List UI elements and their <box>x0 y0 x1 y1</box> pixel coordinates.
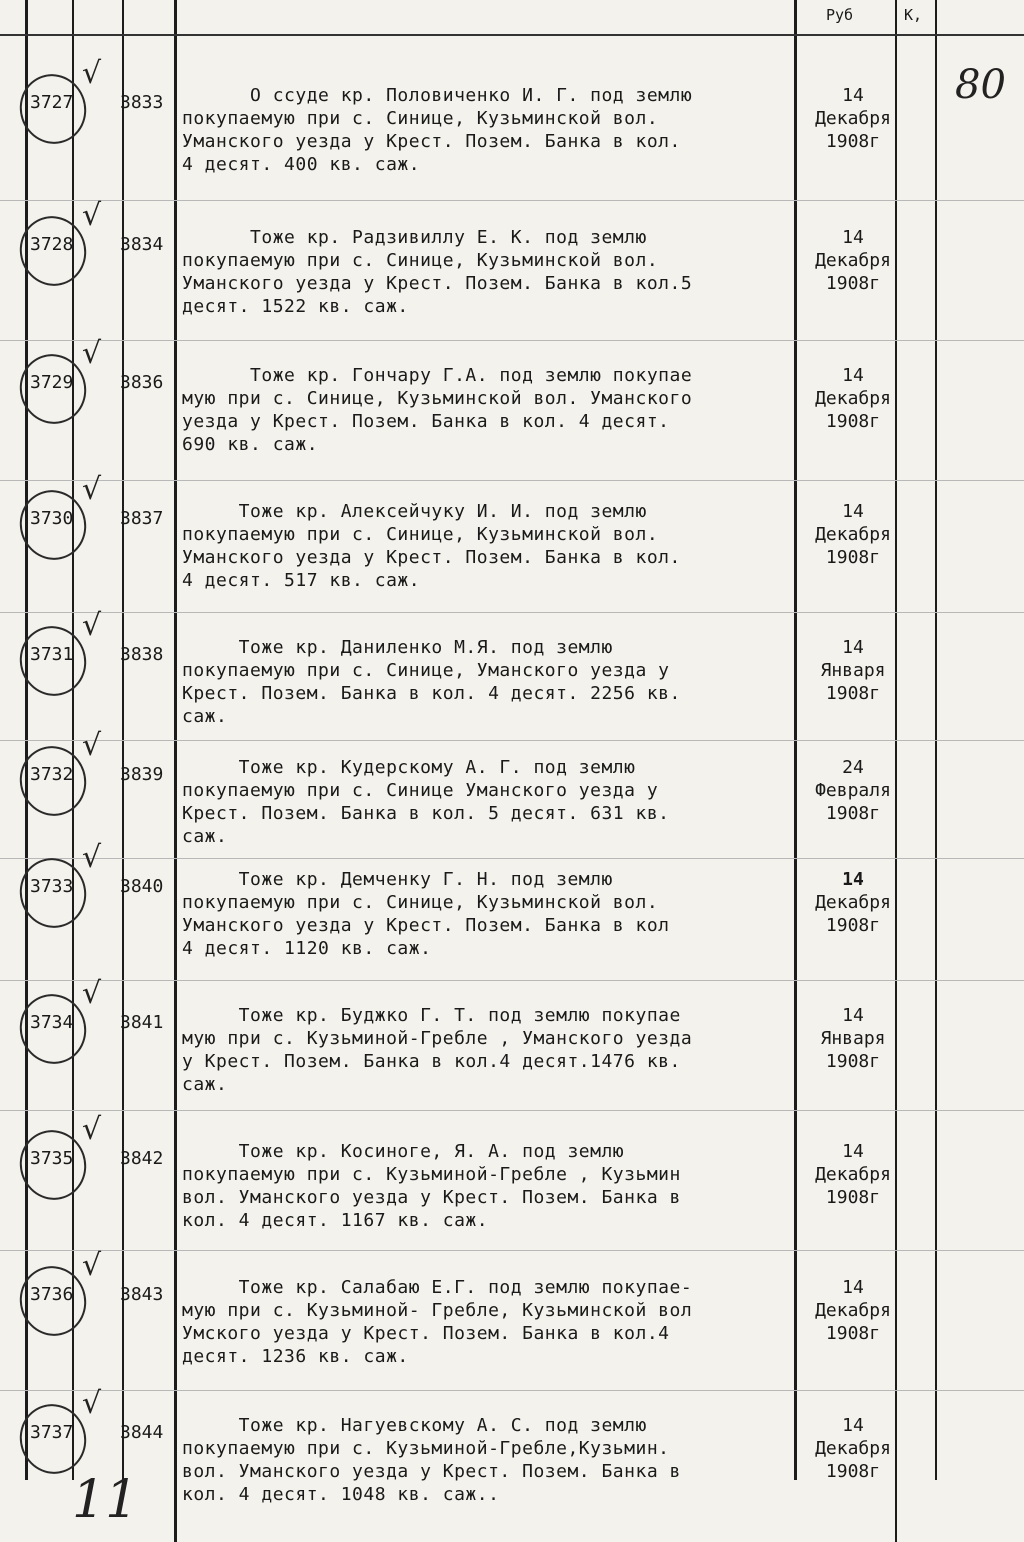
entry-date <box>798 756 908 825</box>
date-day: 14 <box>842 869 864 890</box>
entry-line: 4 десят. 400 кв. саж. <box>182 154 421 175</box>
entry-date <box>798 1140 908 1209</box>
document-number: 3836 <box>120 372 164 393</box>
document-number: 3839 <box>120 764 164 785</box>
entry-line: Уманского уезда у Крест. Позем. Банка в кол.5 <box>182 273 693 294</box>
document-number: 3838 <box>120 644 164 665</box>
date-month: Декабря <box>815 892 891 913</box>
date-month: Декабря <box>815 250 891 271</box>
document-number: 3844 <box>120 1422 164 1443</box>
entry-line: Тоже кр. Салабаю Е.Г. под землю покупае- <box>182 1277 693 1298</box>
entry-number: 3730 <box>30 508 74 529</box>
entry-text <box>182 364 794 456</box>
document-number: 3841 <box>120 1012 164 1033</box>
date-month: Декабря <box>815 388 891 409</box>
date-year: 1908г <box>825 131 881 152</box>
entry-text <box>182 636 794 728</box>
date-year: 1908г <box>825 915 881 936</box>
entry-number: 3735 <box>30 1148 74 1169</box>
entry-line: кол. 4 десят. 1048 кв. саж.. <box>182 1484 500 1505</box>
entry-line: Умского уезда у Крест. Позем. Банка в кол.4 <box>182 1323 670 1344</box>
entry-line: покупаемую при с. Синице, Кузьминской вол. <box>182 524 659 545</box>
entry-number: 3733 <box>30 876 74 897</box>
entry-line: десят. 1522 кв. саж. <box>182 296 409 317</box>
entry-text <box>182 500 794 592</box>
entry-line: 4 десят. 517 кв. саж. <box>182 570 421 591</box>
entry-line: покупаемую при с. Синице, Кузьминской вол. <box>182 250 659 271</box>
entry-line: мую при с. Кузьминой- Гребле, Кузьминской вол <box>182 1300 693 1321</box>
date-month: Января <box>820 660 886 681</box>
entry-line: Тоже кр. Кудерскому А. Г. под землю <box>182 757 636 778</box>
entry-line: Тоже кр. Алексейчуку И. И. под землю <box>182 501 647 522</box>
date-day: 24 <box>842 757 864 778</box>
entry-line: Уманского уезда у Крест. Позем. Банка в кол <box>182 915 670 936</box>
ledger-rule <box>0 740 1024 741</box>
entry-line: Тоже кр. Даниленко М.Я. под землю <box>182 637 613 658</box>
entry-line: покупаемую при с. Кузьминой-Гребле , Кузьмин <box>182 1164 681 1185</box>
date-day: 14 <box>842 227 864 248</box>
entry-line: Тоже кр. Демченку Г. Н. под землю <box>182 869 613 890</box>
document-number: 3843 <box>120 1284 164 1305</box>
entry-line: Уманского уезда у Крест. Позем. Банка в кол. <box>182 131 681 152</box>
entry-line: мую при с. Синице, Кузьминской вол. Уманского <box>182 388 693 409</box>
check-mark-icon: √ <box>82 840 102 875</box>
entry-date <box>798 1004 908 1073</box>
entry-line: Тоже кр. Буджко Г. Т. под землю покупае <box>182 1005 681 1026</box>
entry-line: саж. <box>182 826 228 847</box>
ledger-rule <box>0 1250 1024 1251</box>
entry-date <box>798 636 908 705</box>
entry-text <box>182 868 794 960</box>
ledger-rule <box>0 858 1024 859</box>
document-number: 3842 <box>120 1148 164 1169</box>
date-year: 1908г <box>825 273 881 294</box>
entry-line: 690 кв. саж. <box>182 434 319 455</box>
entry-line: покупаемую при с. Синице Уманского уезда у <box>182 780 659 801</box>
date-month: Декабря <box>815 524 891 545</box>
sheet-mark: 11 <box>72 1470 139 1530</box>
entry-line: Уманского уезда у Крест. Позем. Банка в кол. <box>182 547 681 568</box>
date-day: 14 <box>842 365 864 386</box>
entry-date <box>798 84 908 153</box>
check-mark-icon: √ <box>82 198 102 233</box>
date-day: 14 <box>842 1141 864 1162</box>
check-mark-icon: √ <box>82 608 102 643</box>
entry-number: 3729 <box>30 372 74 393</box>
date-day: 14 <box>842 637 864 658</box>
entry-date <box>798 500 908 569</box>
entry-line: Тоже кр. Радзивиллу Е. К. под землю <box>182 227 647 248</box>
entry-text <box>182 226 794 318</box>
entry-text <box>182 1140 794 1232</box>
entry-date <box>798 868 908 937</box>
entry-line: покупаемую при с. Синице, Кузьминской вол. <box>182 892 659 913</box>
entry-line: Тоже кр. Косиноге, Я. А. под землю <box>182 1141 625 1162</box>
document-number: 3833 <box>120 92 164 113</box>
date-month: Февраля <box>815 780 891 801</box>
check-mark-icon: √ <box>82 1386 102 1421</box>
entry-date <box>798 1414 908 1483</box>
entry-line: вол. Уманского уезда у Крест. Позем. Банка в <box>182 1187 681 1208</box>
entry-line: Тоже кр. Нагуевскому А. С. под землю <box>182 1415 647 1436</box>
entry-text <box>182 1276 794 1368</box>
ledger-rule <box>0 200 1024 201</box>
entry-line: мую при с. Кузьминой-Гребле , Уманского уезда <box>182 1028 693 1049</box>
entry-date <box>798 1276 908 1345</box>
date-day: 14 <box>842 1277 864 1298</box>
rule-text-left <box>174 0 177 1542</box>
ledger-rule <box>0 1110 1024 1111</box>
check-mark-icon: √ <box>82 336 102 371</box>
date-month: Декабря <box>815 1438 891 1459</box>
entry-line: уезда у Крест. Позем. Банка в кол. 4 десят. <box>182 411 670 432</box>
ledger-rule <box>0 480 1024 481</box>
ledger-rule <box>0 340 1024 341</box>
header-rule <box>0 34 1024 36</box>
check-mark-icon: √ <box>82 1248 102 1283</box>
ledger-rule <box>0 612 1024 613</box>
entry-text <box>182 1004 794 1096</box>
entry-number: 3736 <box>30 1284 74 1305</box>
date-year: 1908г <box>825 1187 881 1208</box>
document-number: 3837 <box>120 508 164 529</box>
header-k: К, <box>904 6 923 24</box>
entry-text <box>182 1414 794 1506</box>
entry-number: 3734 <box>30 1012 74 1033</box>
entry-line: Крест. Позем. Банка в кол. 4 десят. 2256 кв. <box>182 683 681 704</box>
date-year: 1908г <box>825 1461 881 1482</box>
date-year: 1908г <box>825 411 881 432</box>
entry-text <box>182 84 794 176</box>
entry-line: вол. Уманского уезда у Крест. Позем. Банка в <box>182 1461 681 1482</box>
entry-date <box>798 226 908 295</box>
entry-line: покупаемую при с. Кузьминой-Гребле,Кузьмин. <box>182 1438 670 1459</box>
entry-line: десят. 1236 кв. саж. <box>182 1346 409 1367</box>
header-rub: Руб <box>826 6 854 24</box>
check-mark-icon: √ <box>82 56 102 91</box>
entry-number: 3731 <box>30 644 74 665</box>
entry-line: О ссуде кр. Половиченко И. Г. под землю <box>182 85 693 106</box>
entry-line: покупаемую при с. Синице, Уманского уезда у <box>182 660 670 681</box>
entry-line: у Крест. Позем. Банка в кол.4 десят.1476 кв. <box>182 1051 681 1072</box>
entry-line: кол. 4 десят. 1167 кв. саж. <box>182 1210 489 1231</box>
date-month: Января <box>820 1028 886 1049</box>
date-year: 1908г <box>825 547 881 568</box>
entry-number: 3732 <box>30 764 74 785</box>
document-number: 3834 <box>120 234 164 255</box>
check-mark-icon: √ <box>82 1112 102 1147</box>
ledger-rule <box>0 980 1024 981</box>
date-day: 14 <box>842 1005 864 1026</box>
date-day: 14 <box>842 501 864 522</box>
folio-mark: 80 <box>955 62 1006 108</box>
date-month: Декабря <box>815 108 891 129</box>
document-number: 3840 <box>120 876 164 897</box>
entry-number: 3728 <box>30 234 74 255</box>
date-year: 1908г <box>825 1051 881 1072</box>
check-mark-icon: √ <box>82 472 102 507</box>
check-mark-icon: √ <box>82 728 102 763</box>
entry-line: саж. <box>182 706 228 727</box>
date-month: Декабря <box>815 1300 891 1321</box>
entry-date <box>798 364 908 433</box>
entry-line: 4 десят. 1120 кв. саж. <box>182 938 432 959</box>
entry-line: Крест. Позем. Банка в кол. 5 десят. 631 кв. <box>182 803 670 824</box>
check-mark-icon: √ <box>82 976 102 1011</box>
date-year: 1908г <box>825 803 881 824</box>
entry-line: саж. <box>182 1074 228 1095</box>
ledger-rule <box>0 1390 1024 1391</box>
entry-line: Тоже кр. Гончару Г.А. под землю покупае <box>182 365 693 386</box>
date-year: 1908г <box>825 1323 881 1344</box>
date-month: Декабря <box>815 1164 891 1185</box>
entry-line: покупаемую при с. Синице, Кузьминской вол. <box>182 108 659 129</box>
entry-number: 3727 <box>30 92 74 113</box>
date-day: 14 <box>842 1415 864 1436</box>
entry-text <box>182 756 794 848</box>
entry-number: 3737 <box>30 1422 74 1443</box>
date-year: 1908г <box>825 683 881 704</box>
date-day: 14 <box>842 85 864 106</box>
